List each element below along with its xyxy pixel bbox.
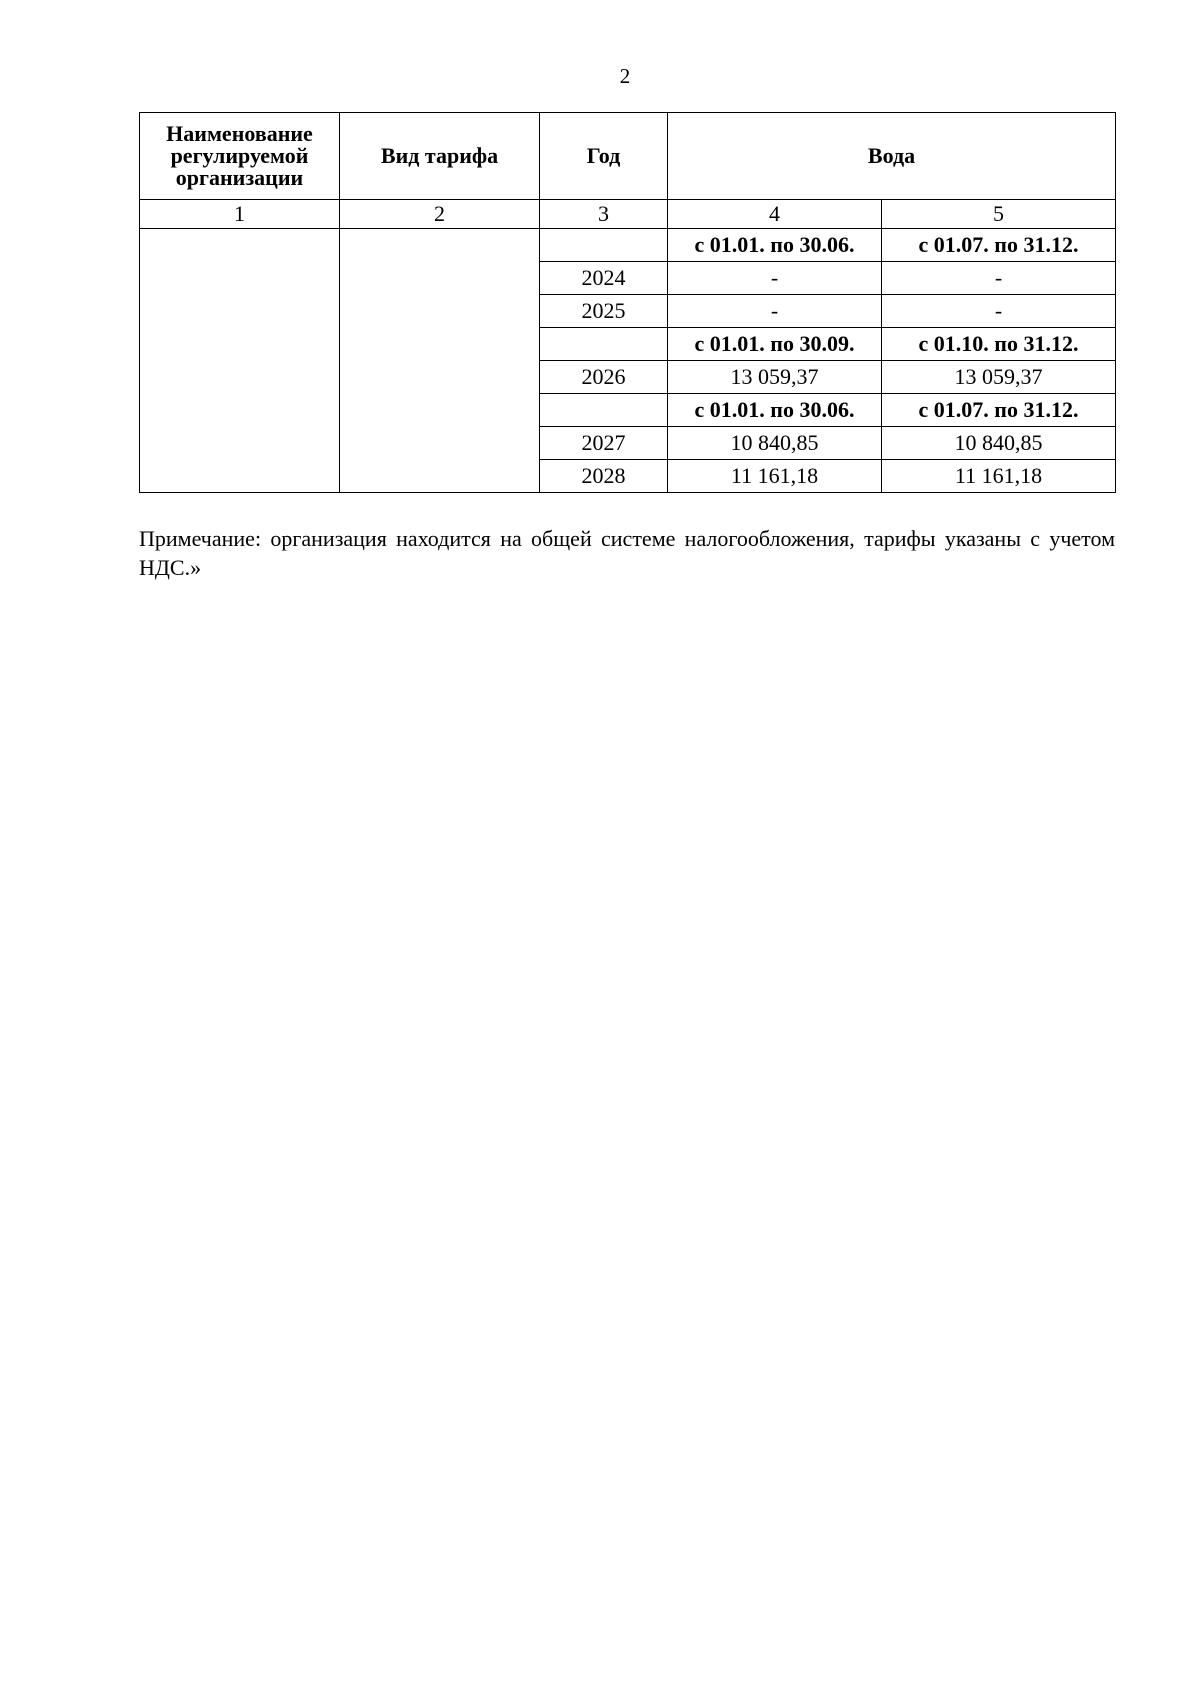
- column-number-1: 1: [140, 200, 340, 229]
- value-cell: -: [882, 262, 1116, 295]
- value-cell: -: [668, 262, 882, 295]
- year-cell: [540, 394, 668, 427]
- org-name-cell: [140, 229, 340, 493]
- tariff-type-cell: [340, 229, 540, 493]
- period-cell: с 01.07. по 31.12.: [882, 229, 1116, 262]
- value-cell: 10 840,85: [882, 427, 1116, 460]
- column-number-2: 2: [340, 200, 540, 229]
- column-number-3: 3: [540, 200, 668, 229]
- year-cell: [540, 229, 668, 262]
- value-cell: 13 059,37: [668, 361, 882, 394]
- table-row: [140, 229, 1116, 262]
- period-cell: с 01.10. по 31.12.: [882, 328, 1116, 361]
- year-cell: 2024: [540, 262, 668, 295]
- value-cell: 11 161,18: [882, 460, 1116, 493]
- value-cell: 13 059,37: [882, 361, 1116, 394]
- header-water: Вода: [668, 113, 1116, 200]
- tariff-table: [139, 112, 1116, 493]
- column-number-5: 5: [882, 200, 1116, 229]
- year-cell: 2026: [540, 361, 668, 394]
- value-cell: -: [882, 295, 1116, 328]
- year-cell: 2027: [540, 427, 668, 460]
- year-cell: 2025: [540, 295, 668, 328]
- period-cell: с 01.01. по 30.09.: [668, 328, 882, 361]
- header-year: Год: [540, 113, 668, 200]
- note-text: Примечание: организация находится на общей системе налогообложения, тарифы указаны с учетом НДС.»: [139, 526, 1115, 580]
- header-tariff-type: Вид тарифа: [340, 113, 540, 200]
- page-number: 2: [619, 64, 631, 88]
- column-number-row: [140, 200, 1116, 229]
- year-cell: 2028: [540, 460, 668, 493]
- header-org-name: Наименование регулируемой организации: [140, 113, 340, 200]
- period-cell: с 01.01. по 30.06.: [668, 394, 882, 427]
- period-cell: с 01.07. по 31.12.: [882, 394, 1116, 427]
- value-cell: -: [668, 295, 882, 328]
- value-cell: 10 840,85: [668, 427, 882, 460]
- value-cell: 11 161,18: [668, 460, 882, 493]
- year-cell: [540, 328, 668, 361]
- table-header-row: [140, 113, 1116, 200]
- period-cell: с 01.01. по 30.06.: [668, 229, 882, 262]
- column-number-4: 4: [668, 200, 882, 229]
